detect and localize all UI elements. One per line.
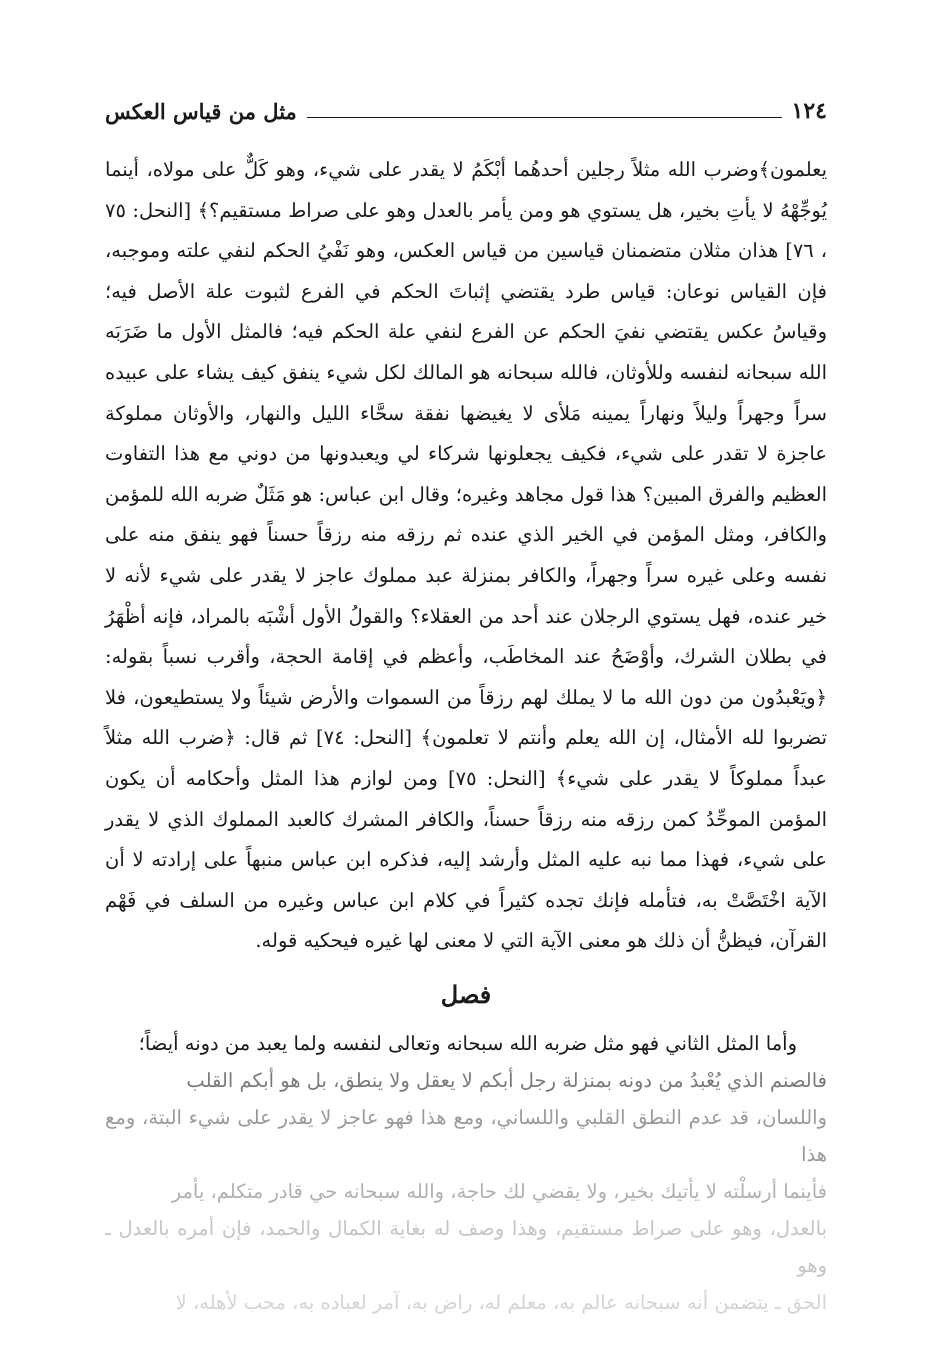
section-line: فالصنم الذي يُعْبدُ من دونه بمنزلة رجل أبكم لا يعقل ولا ينطق، بل هو أبكم القلب xyxy=(186,1069,827,1092)
section-text xyxy=(105,1025,827,1321)
section-heading: فصل xyxy=(440,980,492,1009)
main-text xyxy=(105,150,827,962)
main-paragraph: يعلمون﴾وضرب الله مثلاً رجلين أحدهُما أبْكَمُ لا يقدر على شيء، وهو كَلٌّ على مولاه، أينما يُوجِّهْهُ لا يأتِ بخير، هل يستوي هو ومن يأمر بالعدل وهو على صراط مستقيم؟﴾ [النحل: ٧٥ ، ٧٦] هذان مثلان متضمنان قياسين من قياس العكس، وهو نَفْيُ الحكم لنفي علته وموجبه، فإن القياس نوعان: قياس طرد يقتضي إثباتَ الحكم في الفرع لثبوت علة الأصل فيه؛ وقياسُ عكس يقتضي نفيَ الحكم عن الفرع لنفي علة الحكم فيه؛ فالمثل الأول ما ضَرَبَه الله سبحانه لنفسه وللأوثان، فالله سبحانه هو المالك لكل شيء ينفق كيف يشاء على عبيده سراً وجهراً وليلاً ونهاراً يمينه مَلأى لا يغيضها نفقة سحَّاء الليل والنهار، والأوثان مملوكة عاجزة لا تقدر على شيء، فكيف يجعلونها شركاء لي ويعبدونها من دوني مع هذا التفاوت العظيم والفرق المبين؟ هذا قول مجاهد وغيره؛ وقال ابن عباس: هو مَثَلٌ ضربه الله للمؤمن والكافر، ومثل المؤمن في الخير الذي عنده ثم رزقه منه رزقاً حسناً فهو ينفق منه على نفسه وعلى غيره سراً وجهراً، والكافر بمنزلة عبد مملوك عاجز لا يقدر على شيء لأنه لا خير عنده، فهل يستوي الرجلان عند أحد من العقلاء؟ والقولُ الأول أشْبَه بالمراد، فإنه أظْهَرُ في بطلان الشرك، وأوْضَحُ عند المخاطَب، وأعظم في إقامة الحجة، وأقرب نسباً بقوله: ﴿ويَعْبدُون من دون الله ما لا يملك لهم رزقاً من السموات والأرض شيئاً ولا يستطيعون، فلا تضربوا لله الأمثال، إن الله يعلم وأنتم لا تعلمون﴾ [النحل: ٧٤] ثم قال: ﴿ضرب الله مثلاً عبداً مملوكاً لا يقدر على شيء﴾ [النحل: ٧٥] ومن لوازم هذا المثل وأحكامه أن يكون المؤمن الموحِّدُ كمن رزقه منه رزقاً حسناً، والكافر المشرك كالعبد المملوك الذي لا يقدر على شيء، فهذا مما نبه عليه المثل وأرشد إليه، فذكره ابن عباس منبهاً على إرادته لا أن الآية اخْتَصَّتْ به، فتأمله فإنك تجده كثيراً في كلام ابن عباس وغيره من السلف في فَهْم القرآن، فيظنُّ أن ذلك هو معنى الآية التي لا معنى لها غيره فيحكيه قوله. xyxy=(105,158,827,953)
section-line: فأينما أرسلْته لا يأتيك بخير، ولا يقضي لك حاجة، والله سبحانه حي قادر متكلم، يأمر xyxy=(171,1180,827,1203)
header-rule xyxy=(307,117,782,118)
page-header xyxy=(105,96,827,126)
section-line: الحق ـ يتضمن أنه سبحانه عالم به، معلم له، راض به، آمر لعباده به، محب لأهله، لا xyxy=(175,1291,827,1314)
page-number: ١٢٤ xyxy=(791,98,827,124)
section-line: وأما المثل الثاني فهو مثل ضربه الله سبحانه وتعالى لنفسه ولما يعبد من دونه أيضاً؛ xyxy=(138,1032,797,1055)
section-line: واللسان، قد عدم النطق القلبي واللساني، ومع هذا فهو عاجز لا يقدر على شيء البتة، ومع هذا xyxy=(105,1106,827,1166)
running-title: مثل من قياس العكس xyxy=(105,98,297,124)
section-line: بالعدل، وهو على صراط مستقيم، وهذا وصف له بغاية الكمال والحمد، فإن أمره بالعدل ـ وهو xyxy=(105,1217,827,1277)
